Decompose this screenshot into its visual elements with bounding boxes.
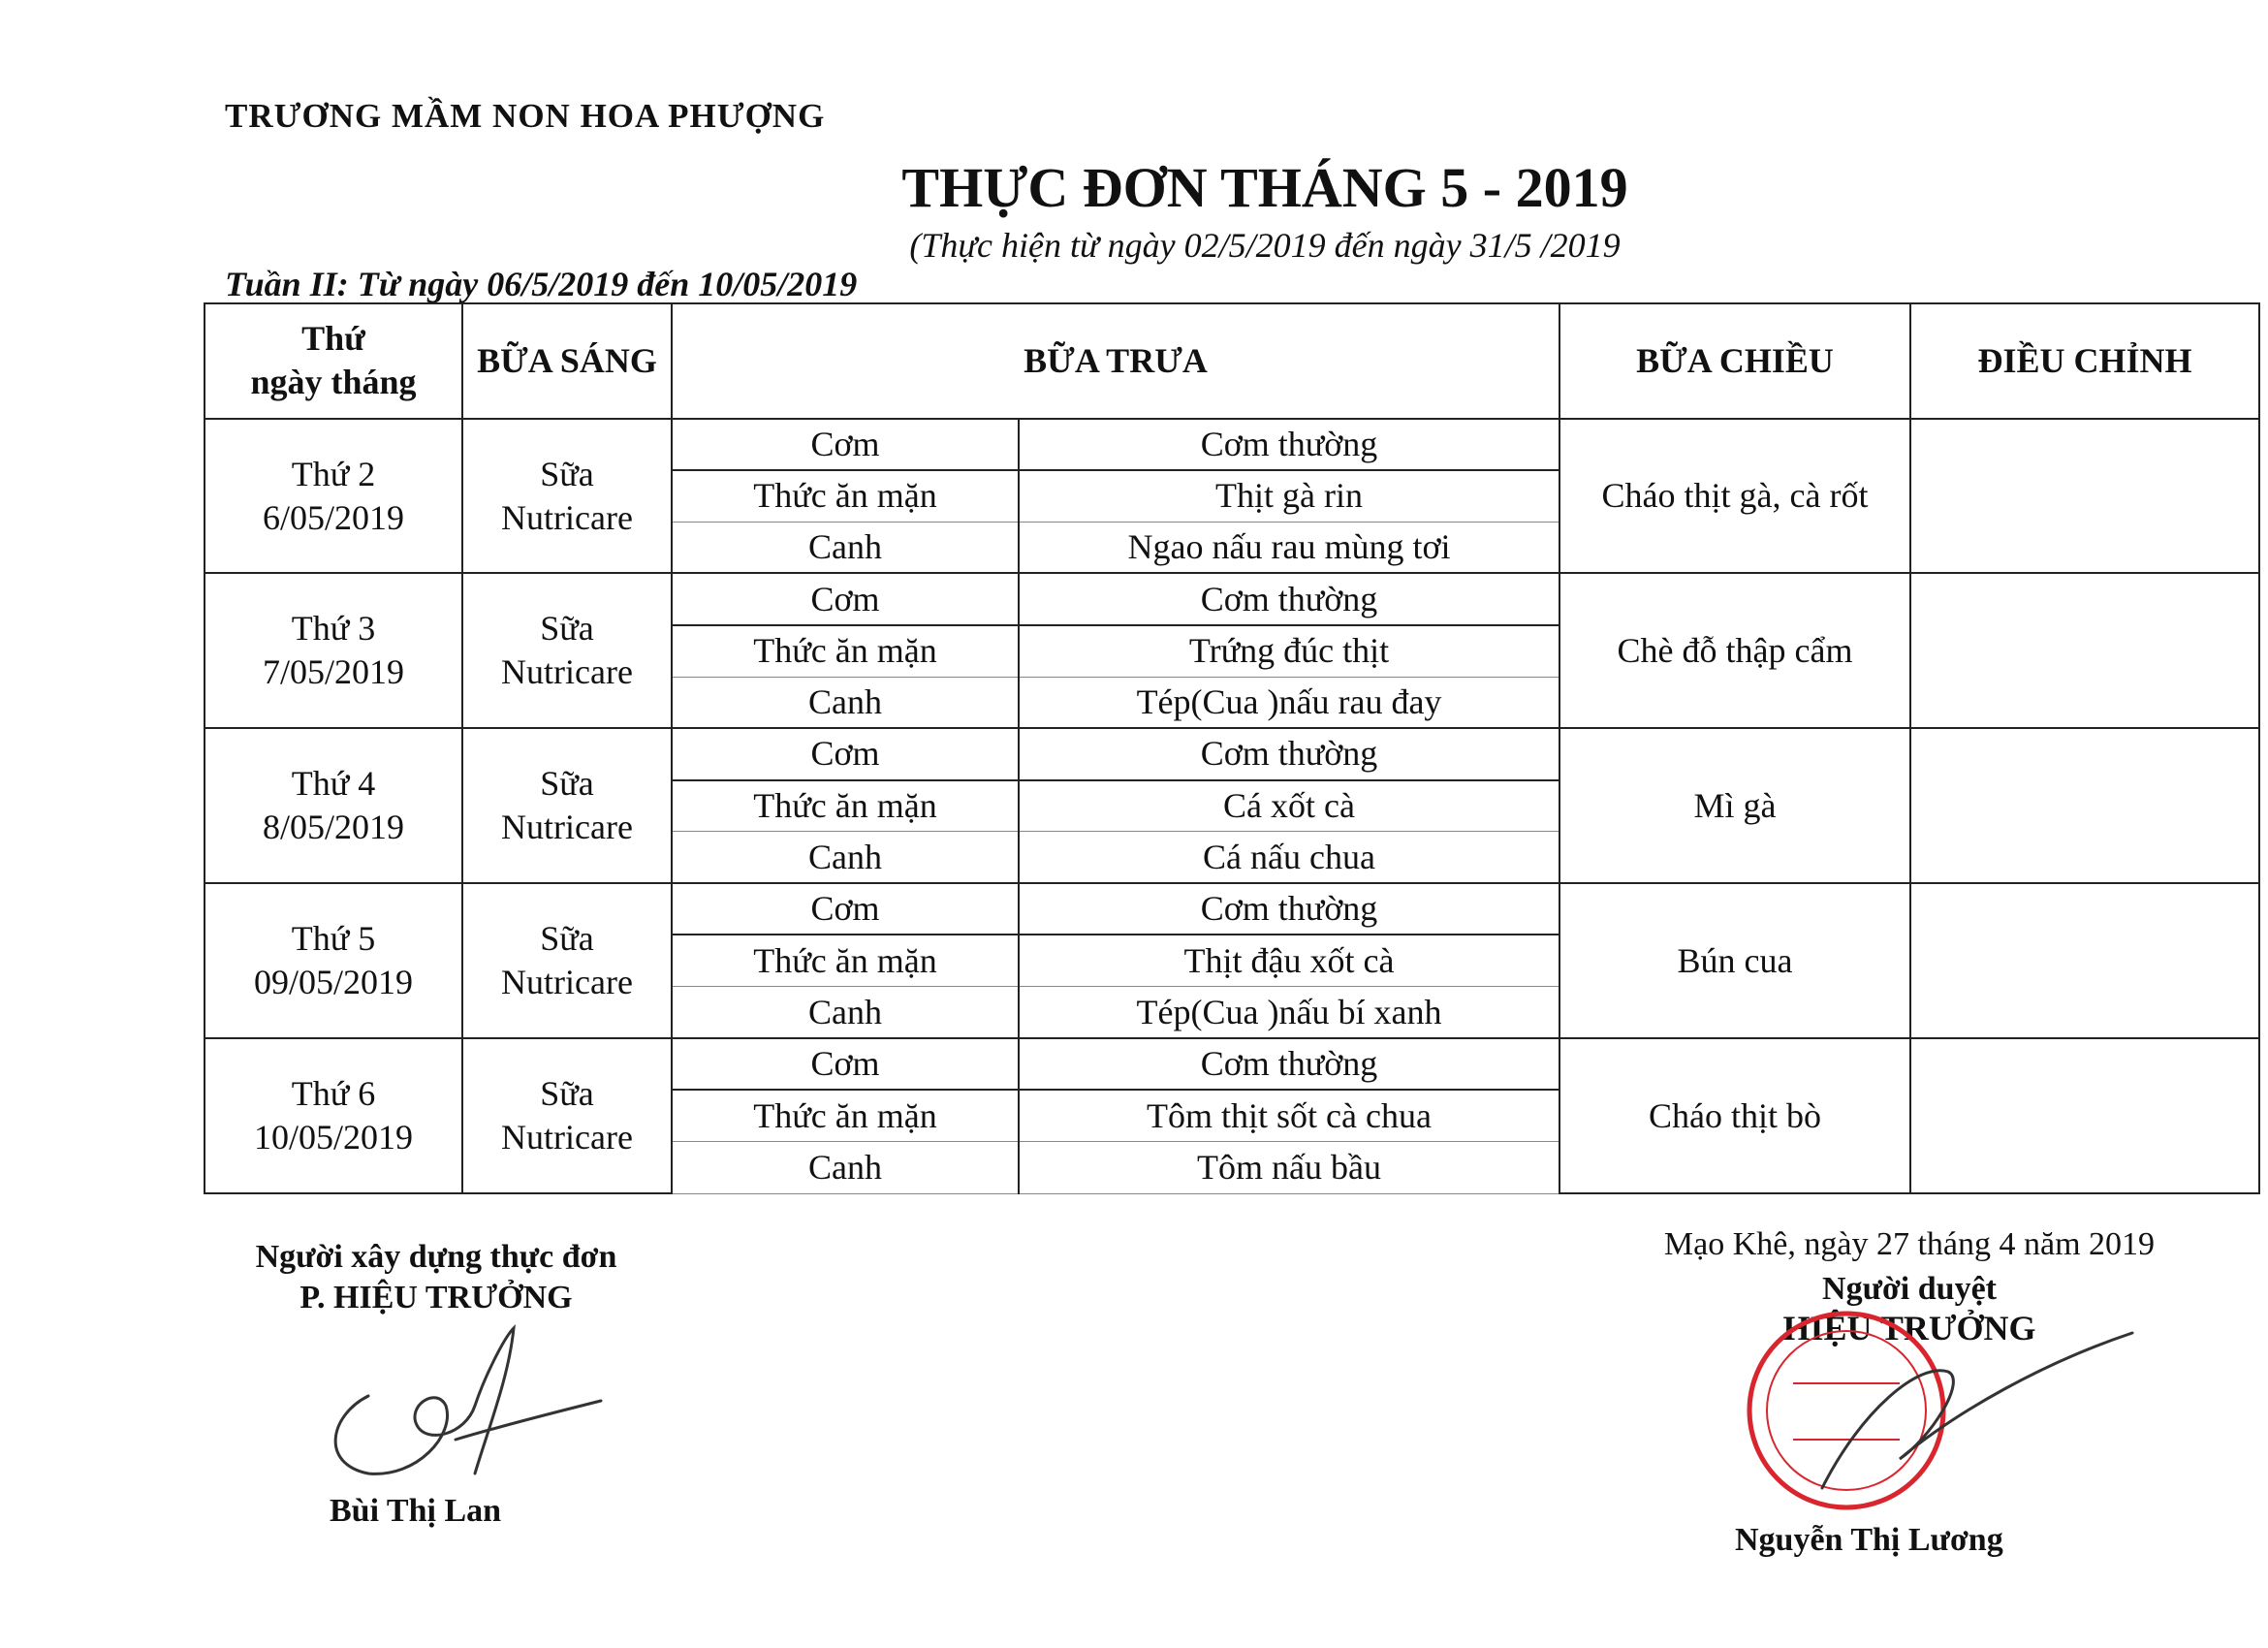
lunch-dish-cell: Tôm nấu bầu <box>1019 1142 1559 1193</box>
lunch-dish-cell: Tép(Cua )nấu bí xanh <box>1019 987 1559 1038</box>
afternoon-cell: Cháo thịt bò <box>1559 1038 1910 1193</box>
lunch-dish-cell: Thịt gà rin <box>1019 470 1559 522</box>
lunch-item-cell: Thức ăn mặn <box>672 625 1019 677</box>
header-adjust: ĐIỀU CHỈNH <box>1910 303 2259 419</box>
breakfast-line1: Sữa <box>540 919 594 959</box>
date-label: 7/05/2019 <box>262 652 404 692</box>
afternoon-cell: Bún cua <box>1559 883 1910 1038</box>
lunch-item-cell: Thức ăn mặn <box>672 935 1019 986</box>
breakfast-line2: Nutricare <box>501 808 633 847</box>
lunch-dish-cell: Ngao nấu rau mùng tơi <box>1019 522 1559 573</box>
day-cell <box>205 419 462 574</box>
place-date: Mạo Khê, ngày 27 tháng 4 năm 2019 <box>1663 1226 2156 1262</box>
adjust-cell <box>1910 573 2259 728</box>
table-row <box>205 1038 2259 1090</box>
left-signature-block <box>223 1239 649 1529</box>
breakfast-line2: Nutricare <box>501 652 633 692</box>
table-row <box>205 883 2259 935</box>
day-label: Thứ 6 <box>291 1074 376 1113</box>
lunch-item-cell: Thức ăn mặn <box>672 470 1019 522</box>
school-seal-icon <box>1735 1294 2142 1527</box>
lunch-dish-cell: Trứng đúc thịt <box>1019 625 1559 677</box>
breakfast-line1: Sữa <box>540 454 594 493</box>
page-subtitle: (Thực hiện từ ngày 02/5/2019 đến ngày 31/5 /2019 <box>909 226 1621 265</box>
afternoon-cell: Mì gà <box>1559 728 1910 883</box>
left-signer-name: Bùi Thị Lan <box>330 1493 502 1529</box>
left-signer-title: P. HIỆU TRƯỞNG <box>299 1280 573 1315</box>
adjust-cell <box>1910 419 2259 574</box>
table-row <box>205 419 2259 470</box>
day-cell <box>205 573 462 728</box>
adjust-cell <box>1910 883 2259 1038</box>
header-lunch: BỮA TRƯA <box>672 303 1559 419</box>
lunch-dish-cell: Tôm thịt sốt cà chua <box>1019 1090 1559 1141</box>
page-title: THỰC ĐƠN THÁNG 5 - 2019 <box>901 156 1628 219</box>
left-signature-icon <box>310 1318 620 1493</box>
week-range: Tuần II: Từ ngày 06/5/2019 đến 10/05/2019 <box>225 265 858 303</box>
breakfast-line2: Nutricare <box>501 963 633 1002</box>
breakfast-cell <box>462 419 672 574</box>
breakfast-cell <box>462 1038 672 1193</box>
header-day-line1: Thứ <box>301 319 365 359</box>
lunch-dish-cell: Cá xốt cà <box>1019 780 1559 832</box>
header-day <box>205 303 462 419</box>
day-label: Thứ 4 <box>291 764 376 804</box>
menu-table <box>204 302 2260 1194</box>
right-signer-name: Nguyễn Thị Lương <box>1735 1522 2003 1558</box>
header-afternoon: BỮA CHIỀU <box>1559 303 1910 419</box>
lunch-dish-cell: Cơm thường <box>1019 419 1559 470</box>
right-signer-title: HIỆU TRƯỞNG <box>1782 1309 2036 1347</box>
date-label: 09/05/2019 <box>253 963 413 1002</box>
header-breakfast: BỮA SÁNG <box>462 303 672 419</box>
lunch-dish-cell: Cơm thường <box>1019 883 1559 935</box>
lunch-item-cell: Cơm <box>672 728 1019 779</box>
lunch-dish-cell: Cơm thường <box>1019 1038 1559 1090</box>
breakfast-line2: Nutricare <box>501 497 633 537</box>
breakfast-line1: Sữa <box>540 764 594 804</box>
lunch-item-cell: Canh <box>672 677 1019 728</box>
afternoon-cell: Chè đỗ thập cẩm <box>1559 573 1910 728</box>
day-label: Thứ 2 <box>291 454 376 493</box>
lunch-item-cell: Cơm <box>672 573 1019 624</box>
afternoon-cell: Cháo thịt gà, cà rốt <box>1559 419 1910 574</box>
lunch-item-cell: Canh <box>672 522 1019 573</box>
breakfast-line1: Sữa <box>540 609 594 649</box>
breakfast-cell <box>462 728 672 883</box>
adjust-cell <box>1910 728 2259 883</box>
day-cell <box>205 1038 462 1193</box>
table-row <box>205 573 2259 624</box>
table-header-row <box>205 303 2259 419</box>
breakfast-cell <box>462 883 672 1038</box>
day-label: Thứ 3 <box>291 609 376 649</box>
breakfast-line1: Sữa <box>540 1074 594 1113</box>
day-cell <box>205 728 462 883</box>
lunch-item-cell: Canh <box>672 987 1019 1038</box>
date-label: 10/05/2019 <box>253 1118 413 1157</box>
lunch-item-cell: Cơm <box>672 419 1019 470</box>
lunch-dish-cell: Cơm thường <box>1019 573 1559 624</box>
table-row <box>205 728 2259 779</box>
lunch-item-cell: Thức ăn mặn <box>672 780 1019 832</box>
date-label: 8/05/2019 <box>262 808 404 847</box>
lunch-item-cell: Cơm <box>672 1038 1019 1090</box>
adjust-cell <box>1910 1038 2259 1193</box>
date-label: 6/05/2019 <box>262 497 404 537</box>
lunch-item-cell: Canh <box>672 832 1019 883</box>
lunch-dish-cell: Thịt đậu xốt cà <box>1019 935 1559 986</box>
breakfast-cell <box>462 573 672 728</box>
header-day-line2: ngày tháng <box>250 363 417 402</box>
lunch-item-cell: Cơm <box>672 883 1019 935</box>
lunch-item-cell: Canh <box>672 1142 1019 1193</box>
day-label: Thứ 5 <box>291 919 376 959</box>
breakfast-line2: Nutricare <box>501 1118 633 1157</box>
right-signer-role: Người duyệt <box>1822 1271 1997 1307</box>
school-name: TRƯƠNG MẦM NON HOA PHƯỢNG <box>225 97 826 135</box>
lunch-dish-cell: Cơm thường <box>1019 728 1559 779</box>
lunch-item-cell: Thức ăn mặn <box>672 1090 1019 1141</box>
menu-body <box>205 419 2259 1193</box>
lunch-dish-cell: Tép(Cua )nấu rau đay <box>1019 677 1559 728</box>
lunch-dish-cell: Cá nấu chua <box>1019 832 1559 883</box>
left-signer-role: Người xây dựng thực đơn <box>255 1239 617 1275</box>
day-cell <box>205 883 462 1038</box>
